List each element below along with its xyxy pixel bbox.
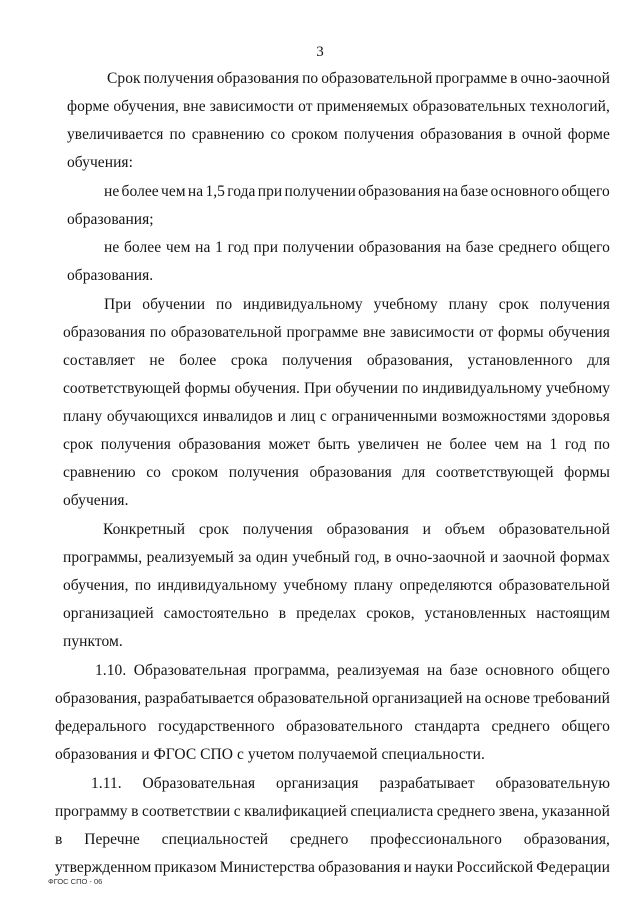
word: образования: [420, 126, 503, 143]
word: образовательной: [170, 324, 282, 341]
footer-code: ФГОС СПО - 06: [48, 877, 103, 886]
word: сроков,: [366, 605, 415, 622]
word: образования: [318, 859, 401, 876]
word: срок: [498, 296, 529, 313]
word: плану: [63, 408, 103, 425]
word: образования: [63, 324, 146, 341]
word: для: [402, 464, 426, 481]
word: инвалидов: [202, 408, 273, 425]
word: индивидуальному: [157, 577, 278, 594]
word: основного: [490, 183, 560, 200]
word: образовательную: [495, 775, 610, 792]
word: образовательной: [498, 577, 610, 594]
word: науки: [414, 859, 454, 876]
word: сравнению: [63, 464, 136, 481]
word: образовательной: [257, 690, 369, 707]
page-number: 3: [316, 44, 324, 60]
word: образования,: [523, 831, 610, 848]
word: в: [508, 126, 516, 143]
word: для: [587, 352, 610, 369]
word: Министерства: [219, 859, 315, 876]
text-line: [63, 464, 610, 482]
word: образовательной: [498, 521, 610, 538]
word: по: [169, 126, 186, 143]
word: обучении: [335, 380, 399, 397]
word: получения: [100, 436, 171, 453]
word: сравнению: [191, 126, 265, 143]
word: организацией: [63, 605, 154, 622]
word: квалификацией: [244, 803, 347, 820]
word: обучения,: [113, 98, 179, 115]
word: чем: [165, 239, 191, 256]
word: год,: [354, 549, 380, 566]
text-line: [55, 859, 610, 877]
word: и: [403, 859, 412, 876]
word: образования,: [366, 352, 454, 369]
word: организацией: [371, 690, 463, 707]
word: программа,: [253, 662, 330, 679]
text-line: обучения:: [67, 154, 133, 171]
word: очной: [521, 126, 562, 143]
word: Российской: [456, 859, 534, 876]
word: образования,: [55, 690, 142, 707]
word: чем: [161, 183, 186, 200]
word: общего: [561, 662, 610, 679]
word: плану: [448, 296, 488, 313]
word: получения: [282, 352, 353, 369]
text-line: пунктом.: [63, 633, 123, 650]
text-line: образования и ФГОС СПО с учетом получаемой специальности.: [55, 746, 485, 763]
word: образовательного: [286, 718, 403, 735]
word: не: [104, 183, 120, 200]
word: быть: [317, 436, 351, 453]
word: формы: [184, 380, 231, 397]
word: технологий,: [530, 98, 610, 115]
word: более: [123, 239, 162, 256]
word: со: [270, 126, 286, 143]
word: от: [478, 324, 494, 341]
text-line: [63, 380, 610, 398]
word: при: [257, 183, 283, 200]
word: учебному: [545, 380, 610, 397]
word: объем: [444, 521, 485, 538]
word: программе: [286, 324, 359, 341]
word: стандарта: [414, 718, 480, 735]
word: и: [277, 408, 286, 425]
word: реализуемая: [337, 662, 420, 679]
word: обучения: [548, 324, 610, 341]
word: основе: [484, 690, 531, 707]
word: учебный: [292, 549, 350, 566]
text-line: [63, 436, 610, 454]
word: учебному: [373, 296, 438, 313]
word: вне: [362, 324, 386, 341]
word: получении: [284, 183, 356, 200]
word: установленных: [424, 605, 527, 622]
word: определяются: [399, 577, 493, 594]
word: соответствующей: [63, 380, 181, 397]
word: в: [510, 70, 518, 87]
word: программу: [55, 803, 128, 820]
word: 1: [549, 436, 558, 453]
word: Срок: [107, 70, 141, 87]
word: с: [233, 803, 241, 820]
word: специалиста: [350, 803, 434, 820]
word: не: [149, 352, 165, 369]
word: при: [253, 239, 279, 256]
word: более: [449, 436, 487, 453]
word: года: [227, 183, 256, 200]
word: лиц: [290, 408, 316, 425]
word: Образовательная: [133, 662, 247, 679]
word: по: [593, 436, 610, 453]
word: профессионального: [370, 831, 502, 848]
word: При: [104, 296, 132, 313]
word: 1.10.: [95, 662, 127, 679]
word: увеличен: [357, 436, 419, 453]
word: возможностями: [441, 408, 547, 425]
word: по: [149, 324, 167, 341]
word: срока: [230, 352, 268, 369]
word: с: [319, 408, 327, 425]
word: срок: [198, 521, 229, 538]
word: может: [268, 436, 311, 453]
word: получения: [242, 521, 313, 538]
word: разрабатывается: [144, 690, 255, 707]
word: здоровья: [551, 408, 610, 425]
word: зависимости: [209, 98, 294, 115]
word: по: [134, 577, 152, 594]
word: форме: [67, 98, 110, 115]
word: самостоятельно: [163, 605, 269, 622]
word: 1.11.: [91, 775, 122, 792]
word: ограниченными: [331, 408, 438, 425]
word: чем: [494, 436, 519, 453]
word: сроком: [291, 126, 338, 143]
word: общего: [561, 239, 610, 256]
word: в: [384, 549, 392, 566]
text-line: [63, 324, 610, 342]
word: по: [302, 70, 319, 87]
word: базе: [460, 183, 489, 200]
word: общего: [561, 718, 610, 735]
word: пределах: [296, 605, 357, 622]
word: программы,: [63, 549, 143, 566]
word: за: [238, 549, 252, 566]
word: установленного: [467, 352, 573, 369]
text-line: [95, 662, 610, 680]
text-line: [107, 70, 610, 88]
word: образования: [178, 436, 261, 453]
word: 1: [215, 239, 223, 256]
word: сроком: [171, 464, 219, 481]
word: звена,: [498, 803, 539, 820]
text-line: [67, 126, 610, 144]
word: в: [131, 803, 139, 820]
word: обучения.: [234, 380, 300, 397]
word: Образовательная: [142, 775, 256, 792]
text-line: обучения.: [63, 492, 129, 509]
word: реализуемый: [146, 549, 234, 566]
word: федерального: [55, 718, 147, 735]
word: среднего: [436, 803, 496, 820]
text-line: [104, 239, 610, 257]
word: очно-заочной: [395, 549, 486, 566]
word: индивидуальному: [422, 380, 542, 397]
word: образования: [358, 183, 441, 200]
word: общего: [561, 183, 610, 200]
word: формы: [497, 324, 544, 341]
word: более: [121, 183, 159, 200]
word: базе: [465, 239, 494, 256]
word: организация: [275, 775, 359, 792]
word: на: [426, 662, 443, 679]
word: образовательной: [321, 70, 433, 87]
text-line: [55, 690, 610, 708]
word: обучения,: [63, 577, 129, 594]
text-line: [63, 408, 610, 426]
word: образования: [358, 239, 442, 256]
text-line: [63, 352, 610, 370]
text-line: [104, 296, 610, 314]
word: один: [255, 549, 288, 566]
word: формах: [559, 549, 610, 566]
word: со: [146, 464, 161, 481]
word: и: [489, 549, 499, 566]
word: увеличивается: [67, 126, 164, 143]
word: специальностей: [161, 831, 269, 848]
word: по: [402, 380, 419, 397]
word: приказом: [154, 859, 217, 876]
word: среднего: [289, 831, 349, 848]
word: на: [195, 239, 211, 256]
word: формы: [564, 464, 610, 481]
text-line: [67, 98, 610, 116]
word: получения: [539, 296, 610, 313]
word: программе: [435, 70, 508, 87]
text-line: [63, 577, 610, 595]
word: год: [227, 239, 249, 256]
text-line: [55, 831, 610, 849]
word: на: [445, 239, 461, 256]
word: не: [104, 239, 120, 256]
word: форме: [567, 126, 610, 143]
word: применяемых: [316, 98, 409, 115]
word: учебному: [283, 577, 348, 594]
word: вне: [182, 98, 206, 115]
word: и: [422, 521, 432, 538]
word: утвержденном: [55, 859, 152, 876]
word: по: [215, 296, 233, 313]
word: в: [278, 605, 287, 622]
word: заочной: [502, 549, 556, 566]
word: 1,5: [205, 183, 225, 200]
word: указанной: [541, 803, 610, 820]
word: получения: [343, 126, 415, 143]
word: среднего: [491, 718, 550, 735]
word: Конкретный: [103, 521, 186, 538]
word: базе: [449, 662, 478, 679]
text-line: образования;: [67, 211, 154, 228]
word: основного: [485, 662, 554, 679]
word: на: [526, 436, 542, 453]
word: плану: [353, 577, 393, 594]
word: настоящим: [536, 605, 610, 622]
word: на: [465, 690, 482, 707]
word: срок: [63, 436, 94, 453]
word: год: [564, 436, 587, 453]
text-line: [55, 803, 610, 821]
word: среднего: [498, 239, 557, 256]
word: более: [179, 352, 217, 369]
word: очно-заочной: [520, 70, 610, 87]
word: образования: [326, 521, 409, 538]
word: образовательных: [412, 98, 526, 115]
text-line: [63, 549, 610, 567]
word: получении: [282, 239, 355, 256]
word: в: [55, 831, 63, 848]
word: соответствии: [142, 803, 231, 820]
word: образования: [216, 70, 300, 87]
word: Перечне: [84, 831, 140, 848]
word: обучении: [142, 296, 206, 313]
word: получения: [228, 464, 299, 481]
word: соответствующей: [435, 464, 554, 481]
word: от: [298, 98, 313, 115]
text-line: [103, 521, 610, 539]
text-line: [63, 605, 610, 623]
word: обучающихся: [106, 408, 199, 425]
text-line: образования.: [67, 267, 154, 284]
word: разрабатывает: [379, 775, 475, 792]
word: требований: [533, 690, 610, 707]
word: Федерации: [536, 859, 610, 876]
word: получения: [143, 70, 214, 87]
word: образования: [309, 464, 392, 481]
text-line: [104, 183, 610, 201]
word: не: [426, 436, 442, 453]
text-line: [55, 718, 610, 736]
word: зависимости: [390, 324, 475, 341]
word: государственного: [157, 718, 275, 735]
text-line: [91, 775, 610, 793]
word: индивидуальному: [243, 296, 363, 313]
word: При: [303, 380, 332, 397]
word: на: [187, 183, 204, 200]
word: на: [442, 183, 458, 200]
word: составляет: [63, 352, 135, 369]
